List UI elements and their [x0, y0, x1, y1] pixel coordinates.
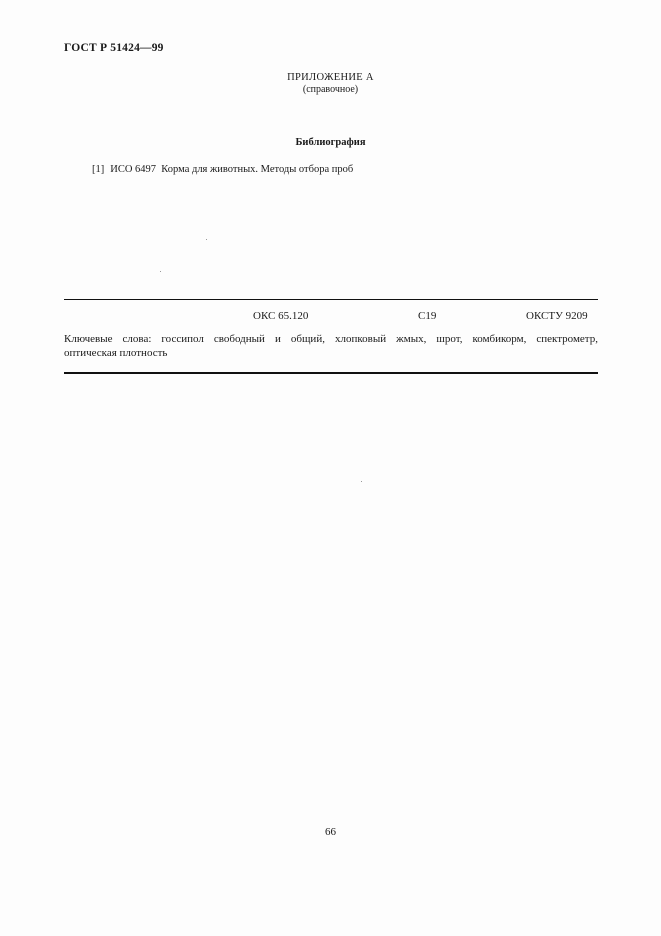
appendix-subtitle: (справочное) [302, 84, 359, 95]
bottom-rule [64, 372, 598, 374]
scan-speck [361, 481, 362, 482]
keywords-line-1: Ключевые слова: госсипол свободный и общий, хлопковый жмых, шрот, комбикорм, спектрометр, [64, 333, 598, 345]
top-rule [64, 299, 598, 300]
document-header: ГОСТ Р 51424—99 [64, 42, 164, 54]
okstu-code: ОКСТУ 9209 [526, 310, 588, 322]
bibliography-entry-text: ИСО 6497 Корма для животных. Методы отбора проб [110, 164, 354, 175]
bibliography-entry-number: [1] [92, 164, 105, 175]
bibliography-entry [92, 164, 353, 175]
appendix-title: ПРИЛОЖЕНИЕ А [287, 72, 374, 83]
classification-code: С19 [418, 310, 437, 322]
scan-speck [206, 239, 207, 240]
oks-code: ОКС 65.120 [253, 310, 309, 322]
keywords-block [64, 332, 598, 360]
scan-speck [160, 271, 161, 272]
bibliography-title: Библиография [295, 137, 366, 148]
page-number: 66 [325, 826, 336, 838]
keywords-line-2: оптическая плотность [64, 347, 168, 359]
